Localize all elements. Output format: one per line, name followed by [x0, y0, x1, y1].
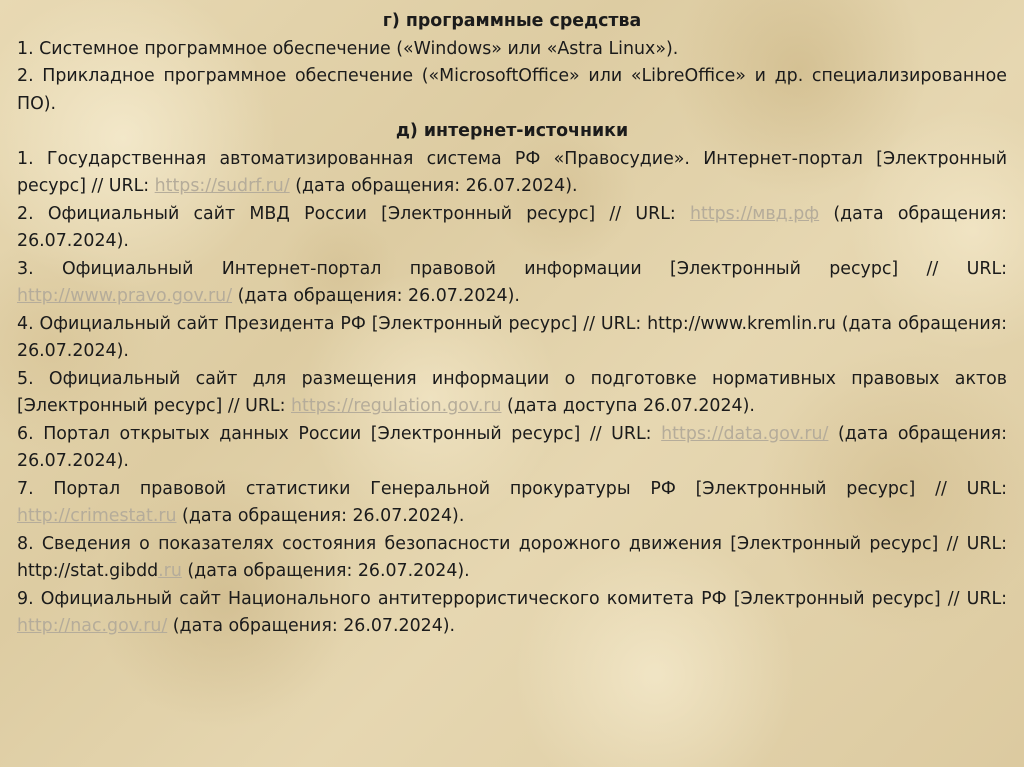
source-text: 7. Портал правовой статистики Генеральной прокуратуры РФ [Электронный ресурс] // URL: [17, 478, 1007, 499]
source-date: (дата доступа 26.07.2024). [501, 396, 755, 416]
source-link[interactable]: https://data.gov.ru/ [661, 423, 829, 444]
source-link[interactable]: https://sudrf.ru/ [154, 176, 290, 196]
source-text: 8. Сведения о показателях состояния безопасности дорожного движения [Электронный ресурс] // URL: http://stat.gibdd [17, 533, 1007, 581]
source-link[interactable]: http://crimestat.ru [17, 506, 177, 526]
source-text: 4. Официальный сайт Президента РФ [Электронный ресурс] // URL: http://www.kremlin.ru (дата обращения: 26.07.2024). [17, 313, 1007, 361]
section-heading-internet-sources: д) интернет-источники [395, 121, 629, 141]
list-item-source-3 [17, 256, 1007, 311]
section-heading-software: г) программные средства [382, 11, 642, 31]
list-item-source-1 [17, 146, 1007, 201]
list-item-source-8 [17, 531, 1007, 586]
source-date: (дата обращения: 26.07.2024). [181, 561, 470, 581]
document-body [17, 8, 1007, 641]
source-text: 5. Официальный сайт для размещения информации о подготовке нормативных правовых актов [Электронный ресурс] // URL: [17, 368, 1007, 416]
list-item-source-4 [17, 311, 1007, 366]
source-link[interactable]: http://www.pravo.gov.ru/ [17, 286, 233, 306]
list-item-software-2: 2. Прикладное программное обеспечение («MicrosoftOffice» или «LibreOffice» и др. специализированное ПО). [17, 66, 1007, 114]
list-item-source-7 [17, 476, 1007, 531]
source-date: (дата обращения: 26.07.2024). [17, 203, 1007, 251]
source-link[interactable]: .ru [158, 561, 182, 581]
source-link[interactable]: http://nac.gov.ru/ [17, 616, 168, 636]
source-date: (дата обращения: 26.07.2024). [232, 286, 520, 306]
source-date: (дата обращения: 26.07.2024). [167, 616, 456, 636]
source-text: 3. Официальный Интернет-портал правовой информации [Электронный ресурс] // URL: [17, 258, 1007, 279]
list-item-source-5 [17, 366, 1007, 421]
source-date: (дата обращения: 26.07.2024). [176, 506, 465, 526]
source-link[interactable]: https://мвд.рф [689, 203, 820, 224]
list-item-source-2 [17, 201, 1007, 256]
source-text: 6. Портал открытых данных России [Электронный ресурс] // URL: [17, 423, 662, 444]
source-text: 1. Государственная автоматизированная система РФ «Правосудие». Интернет-портал [Электронный ресурс] // URL: [17, 148, 1007, 196]
source-date: (дата обращения: 26.07.2024). [289, 176, 578, 196]
source-link[interactable]: https://regulation.gov.ru [291, 396, 502, 416]
source-text: 9. Официальный сайт Национального антитеррористического комитета РФ [Электронный ресурс] // URL: [17, 588, 1007, 609]
list-item-source-9 [17, 586, 1007, 641]
list-item-software-1: 1. Системное программное обеспечение («Windows» или «Astra Linux»). [17, 38, 679, 59]
source-date: (дата обращения: 26.07.2024). [17, 423, 1007, 471]
list-item-source-6 [17, 421, 1007, 476]
source-text: 2. Официальный сайт МВД России [Электронный ресурс] // URL: [17, 203, 690, 224]
